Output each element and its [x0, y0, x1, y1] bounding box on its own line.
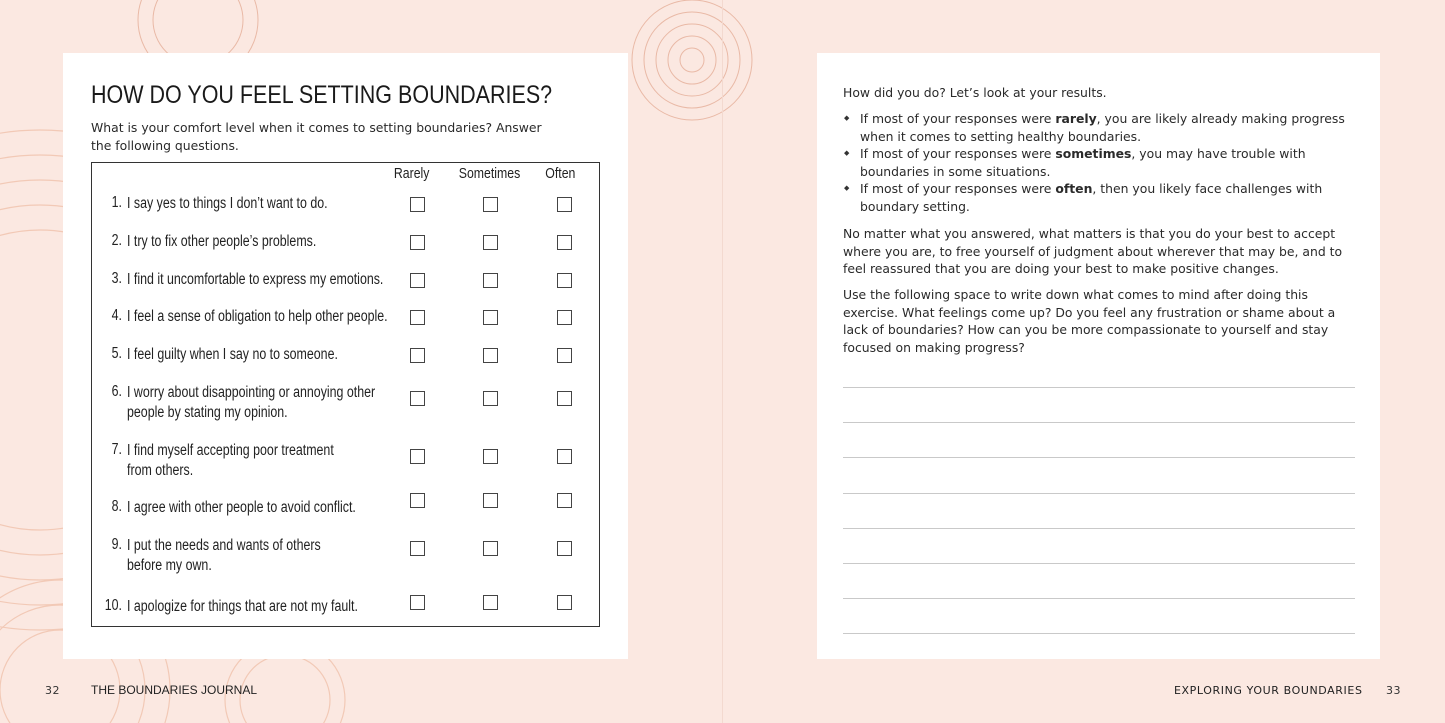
writing-prompt: Use the following space to write down what comes to mind after doing this exercise. What feelings come up? Do you feel any frustration or shame about a lack of boundaries? How can you be more compassionate to yourself and stay focused on making progress? — [843, 287, 1336, 355]
often-checkbox[interactable] — [557, 348, 572, 363]
writing-line[interactable] — [843, 422, 1355, 423]
often-checkbox[interactable] — [557, 310, 572, 325]
question-number: 7. — [111, 441, 122, 458]
rarely-checkbox[interactable] — [410, 197, 425, 212]
often-checkbox[interactable] — [557, 595, 572, 610]
rarely-checkbox[interactable] — [410, 541, 425, 556]
sometimes-checkbox[interactable] — [483, 493, 498, 508]
running-head-right: EXPLORING YOUR BOUNDARIES — [1174, 684, 1363, 697]
sometimes-checkbox[interactable] — [483, 595, 498, 610]
reassurance-paragraph: No matter what you answered, what matters is that you do your best to accept where you are, to free yourself of judgment about wherever that may be, and to feel reassured that you are doing your best to make positive changes. — [843, 226, 1343, 276]
page-gutter — [722, 0, 723, 723]
writing-line[interactable] — [843, 493, 1355, 494]
result-item-rarely — [843, 110, 1358, 145]
writing-line[interactable] — [843, 563, 1355, 564]
page-number-right: 33 — [1386, 684, 1401, 697]
writing-line[interactable] — [843, 598, 1355, 599]
result-text: , you may have trouble with boundaries in some situations. — [860, 146, 1306, 179]
often-checkbox[interactable] — [557, 541, 572, 556]
left-page-panel — [63, 53, 628, 659]
often-checkbox[interactable] — [557, 235, 572, 250]
sometimes-checkbox[interactable] — [483, 541, 498, 556]
sometimes-checkbox[interactable] — [483, 197, 498, 212]
result-keyword: sometimes — [1055, 146, 1132, 161]
intro-text: What is your comfort level when it comes to setting boundaries? Answer the following questions. — [91, 120, 542, 153]
page-title: HOW DO YOU FEEL SETTING BOUNDARIES? — [91, 81, 553, 109]
question-number: 1. — [111, 194, 122, 211]
question-text: I feel guilty when I say no to someone. — [127, 346, 338, 363]
result-text: If most of your responses were — [860, 111, 1056, 126]
result-text: If most of your responses were — [860, 146, 1056, 161]
question-number: 8. — [111, 498, 122, 515]
rarely-checkbox[interactable] — [410, 235, 425, 250]
sometimes-checkbox[interactable] — [483, 449, 498, 464]
result-item-sometimes — [843, 145, 1358, 180]
often-checkbox[interactable] — [557, 197, 572, 212]
question-number: 9. — [111, 536, 122, 553]
writing-line[interactable] — [843, 387, 1355, 388]
sometimes-checkbox[interactable] — [483, 310, 498, 325]
question-number: 5. — [111, 345, 122, 362]
question-text: I try to fix other people’s problems. — [127, 233, 317, 250]
sometimes-checkbox[interactable] — [483, 235, 498, 250]
result-keyword: often — [1055, 181, 1093, 196]
question-number: 6. — [111, 383, 122, 400]
rarely-checkbox[interactable] — [410, 493, 425, 508]
results-list — [843, 110, 1358, 215]
rarely-checkbox[interactable] — [410, 273, 425, 288]
rarely-checkbox[interactable] — [410, 391, 425, 406]
right-page-panel — [817, 53, 1380, 659]
question-text: I worry about disappointing or annoying other people by stating my opinion. — [127, 384, 376, 421]
question-text: I feel a sense of obligation to help other people. — [127, 308, 388, 325]
question-text: I agree with other people to avoid conflict. — [127, 499, 356, 516]
question-number: 3. — [111, 270, 122, 287]
running-head-left: THE BOUNDARIES JOURNAL — [91, 683, 258, 697]
often-checkbox[interactable] — [557, 493, 572, 508]
column-header-rarely: Rarely — [393, 165, 430, 182]
often-checkbox[interactable] — [557, 449, 572, 464]
question-text: I find it uncomfortable to express my emotions. — [127, 271, 384, 288]
rarely-checkbox[interactable] — [410, 310, 425, 325]
question-text: I say yes to things I don’t want to do. — [127, 195, 328, 212]
page-number-left: 32 — [45, 684, 60, 697]
question-number: 2. — [111, 232, 122, 249]
often-checkbox[interactable] — [557, 391, 572, 406]
result-keyword: rarely — [1055, 111, 1097, 126]
results-lead: How did you do? Let’s look at your results. — [843, 85, 1107, 100]
sometimes-checkbox[interactable] — [483, 348, 498, 363]
question-text: I apologize for things that are not my fault. — [127, 598, 358, 615]
writing-line[interactable] — [843, 457, 1355, 458]
question-number: 10. — [104, 597, 122, 614]
question-text: I put the needs and wants of others before my own. — [127, 537, 321, 574]
result-item-often — [843, 180, 1358, 215]
column-header-sometimes: Sometimes — [458, 165, 521, 182]
writing-line[interactable] — [843, 528, 1355, 529]
column-header-often: Often — [545, 165, 576, 182]
question-text: I find myself accepting poor treatment from others. — [127, 442, 334, 479]
result-text: If most of your responses were — [860, 181, 1056, 196]
question-number: 4. — [111, 307, 122, 324]
rarely-checkbox[interactable] — [410, 449, 425, 464]
rarely-checkbox[interactable] — [410, 595, 425, 610]
quiz-table — [91, 162, 600, 627]
often-checkbox[interactable] — [557, 273, 572, 288]
sometimes-checkbox[interactable] — [483, 273, 498, 288]
rarely-checkbox[interactable] — [410, 348, 425, 363]
writing-line[interactable] — [843, 633, 1355, 634]
result-text: , you are likely already making progress when it comes to setting healthy boundaries. — [860, 111, 1345, 144]
result-text: , then you likely face challenges with boundary setting. — [860, 181, 1323, 214]
sometimes-checkbox[interactable] — [483, 391, 498, 406]
